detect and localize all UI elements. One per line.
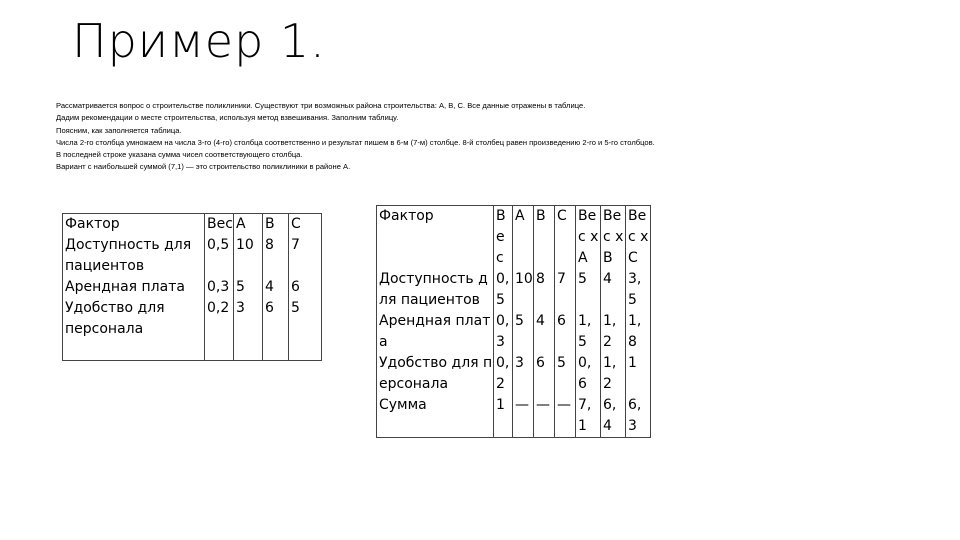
table-cell: А (513, 206, 534, 270)
text-line: В последней строке указана сумма чисел соответствующего столбца. (56, 150, 303, 160)
text-line: Числа 2-го столбца умножаем на числа 3-го (4-го) столбца соответственно и результат пишем в 6-м (7-м) столбце. 8-й столбец равен произведению 2-го и 5-го столбцов. (56, 137, 655, 147)
table-cell: 1 (626, 353, 651, 395)
table-cell: Сумма (379, 397, 427, 413)
table-cell: Фактор (379, 208, 434, 224)
table-cell: Вес (205, 214, 234, 236)
table-cell: 0,5 (205, 235, 234, 277)
table-cell: С (555, 206, 576, 270)
table-row (377, 311, 651, 353)
weighted-results-table (376, 205, 651, 438)
table-cell: 5 (289, 298, 322, 361)
table-cell: 1,2 (601, 311, 626, 353)
table-row (63, 277, 322, 298)
table-cell: 0,5 (494, 269, 513, 311)
table-row (377, 269, 651, 311)
table-cell: Доступность для пациентов (379, 271, 488, 308)
text-line: Дадим рекомендации о месте строительства, используя метод взвешивания. Заполним таблицу. (56, 113, 399, 123)
table-cell: 6 (555, 311, 576, 353)
table-cell: Арендная плата (379, 313, 491, 350)
table-row (63, 235, 322, 277)
table-total-row (377, 395, 651, 438)
table-cell: 3 (513, 353, 534, 395)
table-cell: Доступность для пациентов (65, 237, 192, 274)
table-cell: 4 (601, 269, 626, 311)
table-cell: 5 (513, 311, 534, 353)
table-cell: — (555, 395, 576, 438)
table-cell: 1 (494, 395, 513, 438)
text-line: Вариант с наибольшей суммой (7,1) — это строительство поликлиники в районе А. (56, 162, 351, 172)
table-cell: 5 (576, 269, 601, 311)
table-cell: Вес (494, 206, 513, 270)
table-cell: 0,3 (205, 277, 234, 298)
table-cell: 4 (534, 311, 555, 353)
table-header-row (377, 206, 651, 270)
table-cell: 3 (234, 298, 263, 361)
table-cell: 6 (289, 277, 322, 298)
table-cell: 6,3 (626, 395, 651, 438)
table-cell: 5 (234, 277, 263, 298)
table-cell: В (263, 214, 289, 236)
table-cell: 7 (289, 235, 322, 277)
table-cell: 10 (513, 269, 534, 311)
source-data-table (62, 213, 322, 361)
text-line: Рассматривается вопрос о строительстве поликлиники. Существуют три возможных района строительства: А, В, С. Все данные отражены в таблице. (56, 101, 586, 110)
table-cell: 4 (263, 277, 289, 298)
table-cell: 0,6 (576, 353, 601, 395)
table-cell: 1,2 (601, 353, 626, 395)
table-cell: 6 (534, 353, 555, 395)
table-cell: 1,8 (626, 311, 651, 353)
table-cell: Вес х А (576, 206, 601, 270)
table-cell: В (534, 206, 555, 270)
table-cell: Фактор (65, 216, 120, 232)
table-cell: 8 (263, 235, 289, 277)
table-cell: 7 (555, 269, 576, 311)
table-cell: 7,1 (576, 395, 601, 438)
table-cell: Арендная плата (65, 279, 185, 295)
table-cell: 8 (534, 269, 555, 311)
table-row (63, 298, 322, 361)
table-cell: — (513, 395, 534, 438)
table-cell: Удобство для персонала (379, 355, 493, 392)
description-text (56, 100, 936, 174)
table-cell: 0,3 (494, 311, 513, 353)
table-header-row (63, 214, 322, 236)
table-cell: 3,5 (626, 269, 651, 311)
table-cell: Вес х С (626, 206, 651, 270)
table-cell: Удобство для персонала (65, 300, 165, 337)
table-cell: 5 (555, 353, 576, 395)
table-cell: 0,2 (205, 298, 234, 361)
table-cell: 10 (234, 235, 263, 277)
table-cell: 6 (263, 298, 289, 361)
table-cell: 1,5 (576, 311, 601, 353)
table-cell: 0,2 (494, 353, 513, 395)
table-cell: Вес х В (601, 206, 626, 270)
table-cell: С (289, 214, 322, 236)
text-line: Поясним, как заполняется таблица. (56, 125, 182, 135)
slide-title: Пример 1. (72, 14, 326, 68)
table-cell: А (234, 214, 263, 236)
table-cell: — (534, 395, 555, 438)
table-cell: 6,4 (601, 395, 626, 438)
table-row (377, 353, 651, 395)
